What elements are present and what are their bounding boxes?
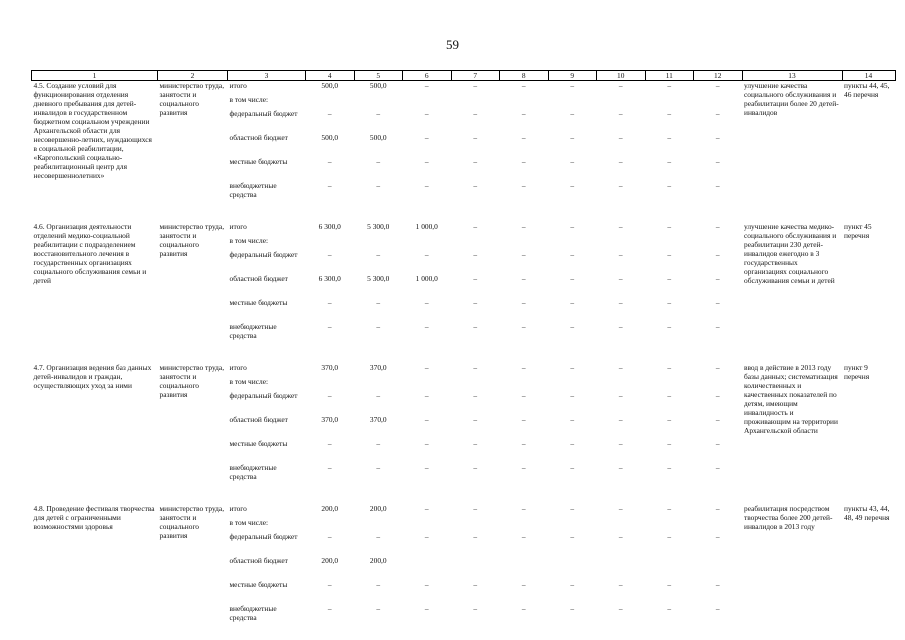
measure-name: 4.6. Организация деятельности отделений медико-социальной реабилитации с подразделением восстановительного лечения в государственных организациях социального обслуживания семьи и детей <box>33 222 147 285</box>
funding-value <box>645 236 694 250</box>
funding-value: – <box>521 274 526 283</box>
funding-value <box>403 556 452 580</box>
funding-value: – <box>473 298 478 307</box>
funding-value: – <box>618 133 623 142</box>
funding-value: – <box>327 181 332 190</box>
funding-value: – <box>667 580 672 589</box>
funding-source-label: итого <box>229 222 247 231</box>
funding-value: – <box>618 580 623 589</box>
funding-value: 200,0 <box>321 504 339 513</box>
funding-value: – <box>570 274 575 283</box>
table-row <box>32 504 896 518</box>
funding-value: – <box>376 250 381 259</box>
funding-value: – <box>376 109 381 118</box>
funding-value: – <box>715 604 720 613</box>
funding-value: – <box>715 157 720 166</box>
funding-value <box>403 518 452 532</box>
funding-value: – <box>376 439 381 448</box>
row-spacer <box>32 205 896 222</box>
funding-value: – <box>473 463 478 472</box>
table-row <box>32 222 896 236</box>
funding-value: – <box>667 250 672 259</box>
funding-value <box>500 556 549 580</box>
funding-value: – <box>327 580 332 589</box>
funding-value: 200,0 <box>369 556 387 565</box>
funding-value: – <box>376 532 381 541</box>
funding-value: – <box>618 463 623 472</box>
funding-value: – <box>618 415 623 424</box>
funding-value: – <box>473 439 478 448</box>
funding-value <box>500 377 549 391</box>
funding-value: – <box>715 580 720 589</box>
funding-value: 370,0 <box>321 363 339 372</box>
funding-value <box>306 95 355 109</box>
funding-value <box>645 556 694 580</box>
funding-value: – <box>424 604 429 613</box>
funding-value: – <box>618 157 623 166</box>
funding-value: – <box>521 250 526 259</box>
funding-source-label: итого <box>229 363 247 372</box>
column-number-3: 3 <box>228 71 306 81</box>
funding-value <box>645 377 694 391</box>
column-number-6: 6 <box>403 71 452 81</box>
executor: министерство труда, занятости и социального развития <box>159 504 225 540</box>
funding-value <box>597 377 646 391</box>
funding-value: – <box>667 298 672 307</box>
funding-value <box>645 95 694 109</box>
funding-value: – <box>618 274 623 283</box>
funding-value: 200,0 <box>321 556 339 565</box>
list-item-reference: пункт 9 перечня <box>844 363 870 381</box>
funding-value: – <box>570 109 575 118</box>
funding-value: 6 300,0 <box>318 274 341 283</box>
executor: министерство труда, занятости и социального развития <box>159 81 225 117</box>
funding-value: – <box>376 391 381 400</box>
funding-value: – <box>715 274 720 283</box>
funding-value: – <box>473 391 478 400</box>
funding-value: – <box>424 391 429 400</box>
column-number-2: 2 <box>158 71 228 81</box>
measure-name: 4.8. Проведение фестиваля творчества для детей с ограниченными возможностями здоровья <box>33 504 155 531</box>
funding-value: – <box>327 391 332 400</box>
funding-value: – <box>521 298 526 307</box>
funding-value: – <box>424 580 429 589</box>
table-row <box>32 81 896 96</box>
funding-value: – <box>473 363 478 372</box>
funding-source-label: федеральный бюджет <box>229 250 298 259</box>
funding-value: – <box>327 439 332 448</box>
funding-value: – <box>618 181 623 190</box>
funding-value: – <box>618 604 623 613</box>
funding-value: – <box>667 504 672 513</box>
funding-value: – <box>667 363 672 372</box>
funding-source-label: областной бюджет <box>229 274 288 283</box>
executor: министерство труда, занятости и социального развития <box>159 363 225 399</box>
funding-value: – <box>521 222 526 231</box>
table-row <box>32 363 896 377</box>
funding-value: – <box>376 181 381 190</box>
funding-value: – <box>473 322 478 331</box>
funding-value: – <box>570 504 575 513</box>
measure-name: 4.5. Создание условий для функционирования отделения дневного пребывания для детей-инвалидов в государственном бюджетном социальном учреждении Архангельской области для несовершенно-летних, нуждающихся в социальной реабилитации, «Каргопольский социально-реабилитационный центр для несовершеннолетних» <box>33 81 152 180</box>
funding-value: – <box>327 298 332 307</box>
funding-value: – <box>715 250 720 259</box>
funding-value <box>500 518 549 532</box>
funding-value: – <box>327 250 332 259</box>
funding-value: – <box>570 222 575 231</box>
funding-value: – <box>667 109 672 118</box>
column-number-5: 5 <box>354 71 403 81</box>
funding-source-label: внебюджетные средства <box>229 463 277 481</box>
funding-source-label: итого <box>229 504 247 513</box>
funding-value: – <box>473 250 478 259</box>
funding-value: – <box>376 298 381 307</box>
funding-value: 370,0 <box>321 415 339 424</box>
funding-value: – <box>521 504 526 513</box>
funding-value: 5 300,0 <box>367 274 390 283</box>
funding-value: – <box>424 363 429 372</box>
funding-value: 500,0 <box>321 81 339 90</box>
funding-source-label: областной бюджет <box>229 556 288 565</box>
funding-value: 1 000,0 <box>415 222 438 231</box>
funding-value <box>548 236 597 250</box>
funding-value <box>403 377 452 391</box>
funding-value: – <box>715 439 720 448</box>
funding-value: – <box>715 415 720 424</box>
funding-value: – <box>570 391 575 400</box>
funding-value: 6 300,0 <box>318 222 341 231</box>
funding-value: – <box>376 463 381 472</box>
funding-value: – <box>570 157 575 166</box>
funding-source-label: местные бюджеты <box>229 580 288 589</box>
funding-value: – <box>570 81 575 90</box>
funding-value: – <box>715 222 720 231</box>
funding-value: – <box>715 391 720 400</box>
funding-source-label: итого <box>229 81 247 90</box>
column-number-9: 9 <box>548 71 597 81</box>
funding-value: – <box>570 415 575 424</box>
funding-value: – <box>618 250 623 259</box>
funding-value <box>597 556 646 580</box>
funding-value <box>354 518 403 532</box>
funding-value: – <box>715 463 720 472</box>
funding-value: – <box>570 604 575 613</box>
funding-value: – <box>424 250 429 259</box>
expected-result: улучшение качества медико-социального обслуживания и реабилитации 230 детей-инвалидов ежегодно в 3 государственных организациях социального обслуживания семьи и детей <box>744 222 837 285</box>
funding-value: – <box>327 463 332 472</box>
funding-value: – <box>618 109 623 118</box>
funding-value: – <box>521 109 526 118</box>
funding-value <box>451 236 500 250</box>
funding-value: 5 300,0 <box>367 222 390 231</box>
funding-source-label: местные бюджеты <box>229 439 288 448</box>
funding-value: – <box>667 391 672 400</box>
funding-value: – <box>327 532 332 541</box>
funding-value: – <box>424 439 429 448</box>
funding-value <box>354 236 403 250</box>
funding-value: 1 000,0 <box>415 274 438 283</box>
funding-value: – <box>667 181 672 190</box>
funding-value: – <box>667 133 672 142</box>
funding-value: 370,0 <box>369 363 387 372</box>
funding-value: – <box>521 157 526 166</box>
funding-value: 500,0 <box>321 133 339 142</box>
expected-result: реабилитация посредством творчества более 200 детей-инвалидов в 2013 году <box>744 504 833 531</box>
funding-value: – <box>570 363 575 372</box>
page-number: 59 <box>446 37 459 52</box>
funding-value: – <box>521 463 526 472</box>
funding-value: – <box>424 463 429 472</box>
funding-value: – <box>424 322 429 331</box>
funding-value: – <box>570 250 575 259</box>
expected-result: улучшение качества социального обслуживания и реабилитации более 20 детей-инвалидов <box>744 81 839 117</box>
funding-value: – <box>521 532 526 541</box>
funding-value <box>306 236 355 250</box>
funding-source-label: областной бюджет <box>229 133 288 142</box>
funding-value: – <box>570 133 575 142</box>
funding-value: – <box>667 604 672 613</box>
funding-source-label: внебюджетные средства <box>229 181 277 199</box>
column-number-8: 8 <box>500 71 549 81</box>
funding-value: – <box>424 532 429 541</box>
funding-value: – <box>473 504 478 513</box>
executor: министерство труда, занятости и социального развития <box>159 222 225 258</box>
funding-value: – <box>424 415 429 424</box>
funding-value: – <box>715 81 720 90</box>
column-number-13: 13 <box>742 71 842 81</box>
funding-value: – <box>570 580 575 589</box>
funding-value <box>354 95 403 109</box>
funding-value: – <box>424 504 429 513</box>
funding-value <box>403 95 452 109</box>
funding-value <box>451 518 500 532</box>
funding-value <box>548 518 597 532</box>
funding-source-label: федеральный бюджет <box>229 109 298 118</box>
funding-value <box>694 95 743 109</box>
funding-value: – <box>521 415 526 424</box>
funding-value: – <box>473 157 478 166</box>
funding-source-label: в том числе: <box>229 518 269 527</box>
funding-value: – <box>667 81 672 90</box>
funding-value: – <box>618 298 623 307</box>
funding-value: – <box>424 298 429 307</box>
funding-value: – <box>473 109 478 118</box>
funding-value: – <box>424 81 429 90</box>
funding-value <box>500 95 549 109</box>
funding-value: – <box>570 322 575 331</box>
funding-value: – <box>667 439 672 448</box>
funding-value: – <box>618 532 623 541</box>
funding-value <box>548 95 597 109</box>
funding-value: – <box>570 532 575 541</box>
funding-value <box>451 377 500 391</box>
funding-value <box>306 518 355 532</box>
funding-value: – <box>521 363 526 372</box>
column-number-row <box>32 71 896 81</box>
row-spacer <box>32 346 896 363</box>
funding-value: – <box>618 391 623 400</box>
funding-value: – <box>424 133 429 142</box>
funding-value <box>354 377 403 391</box>
funding-value: – <box>715 532 720 541</box>
funding-value <box>694 556 743 580</box>
funding-value: – <box>618 81 623 90</box>
funding-value: – <box>473 81 478 90</box>
funding-value: – <box>521 391 526 400</box>
funding-value: – <box>570 439 575 448</box>
funding-source-label: федеральный бюджет <box>229 532 298 541</box>
column-number-10: 10 <box>597 71 646 81</box>
funding-value: – <box>473 181 478 190</box>
funding-value: – <box>667 532 672 541</box>
funding-value: – <box>327 109 332 118</box>
funding-value: – <box>327 604 332 613</box>
funding-value: – <box>618 363 623 372</box>
column-number-12: 12 <box>694 71 743 81</box>
funding-value: – <box>570 463 575 472</box>
column-number-4: 4 <box>306 71 355 81</box>
funding-value: 200,0 <box>369 504 387 513</box>
funding-value <box>694 236 743 250</box>
funding-value: – <box>473 133 478 142</box>
funding-value: 500,0 <box>369 133 387 142</box>
funding-value: – <box>424 109 429 118</box>
funding-value: – <box>618 504 623 513</box>
funding-value: – <box>376 322 381 331</box>
funding-value: – <box>376 604 381 613</box>
measure-name: 4.7. Организация ведения баз данных детей-инвалидов и граждан, осуществляющих уход за ними <box>33 363 152 390</box>
list-item-reference: пункты 44, 45, 46 перечня <box>844 81 890 99</box>
row-spacer <box>32 487 896 504</box>
funding-value <box>694 518 743 532</box>
funding-value: – <box>667 415 672 424</box>
funding-value: – <box>424 157 429 166</box>
funding-value: – <box>521 580 526 589</box>
funding-value <box>403 236 452 250</box>
funding-value: – <box>667 463 672 472</box>
funding-value: – <box>521 81 526 90</box>
funding-value: – <box>521 181 526 190</box>
funding-source-label: в том числе: <box>229 95 269 104</box>
funding-source-label: в том числе: <box>229 236 269 245</box>
funding-value: 370,0 <box>369 415 387 424</box>
funding-value: – <box>473 580 478 589</box>
funding-source-label: федеральный бюджет <box>229 391 298 400</box>
funding-value: – <box>618 322 623 331</box>
funding-value <box>597 236 646 250</box>
funding-value: – <box>327 322 332 331</box>
funding-value: – <box>473 604 478 613</box>
funding-value: – <box>667 322 672 331</box>
funding-value: – <box>521 133 526 142</box>
funding-value <box>548 377 597 391</box>
list-item-reference: пункты 43, 44, 48, 49 перечня <box>844 504 890 522</box>
funding-value <box>645 518 694 532</box>
funding-value: – <box>376 580 381 589</box>
program-measures-table <box>31 70 896 628</box>
funding-value: – <box>715 363 720 372</box>
funding-value <box>451 95 500 109</box>
funding-value <box>306 377 355 391</box>
funding-value: – <box>473 532 478 541</box>
funding-source-label: внебюджетные средства <box>229 604 277 622</box>
funding-value <box>694 377 743 391</box>
funding-value: – <box>715 109 720 118</box>
funding-source-label: внебюджетные средства <box>229 322 277 340</box>
funding-value: – <box>327 157 332 166</box>
funding-value <box>548 556 597 580</box>
column-number-1: 1 <box>32 71 158 81</box>
funding-value: – <box>521 322 526 331</box>
funding-source-label: в том числе: <box>229 377 269 386</box>
column-number-7: 7 <box>451 71 500 81</box>
funding-value: – <box>667 157 672 166</box>
funding-source-label: местные бюджеты <box>229 298 288 307</box>
column-number-14: 14 <box>842 71 895 81</box>
funding-source-label: местные бюджеты <box>229 157 288 166</box>
funding-value: – <box>715 181 720 190</box>
funding-value: – <box>618 439 623 448</box>
funding-value <box>451 556 500 580</box>
funding-value: – <box>618 222 623 231</box>
funding-value: 500,0 <box>369 81 387 90</box>
funding-value: – <box>570 181 575 190</box>
column-number-11: 11 <box>645 71 694 81</box>
funding-value: – <box>715 504 720 513</box>
funding-value: – <box>715 322 720 331</box>
funding-value: – <box>473 274 478 283</box>
funding-value <box>500 236 549 250</box>
funding-value: – <box>424 181 429 190</box>
funding-value: – <box>715 298 720 307</box>
funding-value: – <box>521 439 526 448</box>
funding-value: – <box>667 222 672 231</box>
funding-value: – <box>521 604 526 613</box>
funding-value: – <box>570 298 575 307</box>
funding-value <box>597 518 646 532</box>
funding-value: – <box>473 415 478 424</box>
expected-result: ввод в действие в 2013 году базы данных; систематизация количественных и качественных показателей по детям, имеющим инвалидность и проживающим на территории Архангельской области <box>744 363 838 435</box>
funding-value <box>597 95 646 109</box>
funding-value: – <box>667 274 672 283</box>
funding-value: – <box>473 222 478 231</box>
funding-value: – <box>376 157 381 166</box>
funding-value: – <box>715 133 720 142</box>
funding-source-label: областной бюджет <box>229 415 288 424</box>
list-item-reference: пункт 45 перечня <box>844 222 872 240</box>
